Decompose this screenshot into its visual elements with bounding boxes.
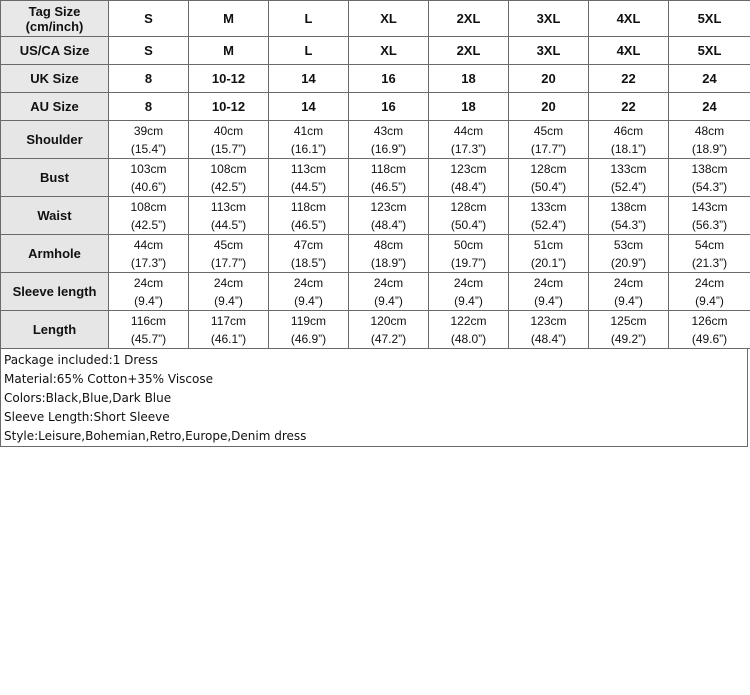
table-row [1, 197, 750, 235]
cell-cm: 54cm [694, 237, 725, 252]
table-cell [109, 235, 189, 273]
table-cell [189, 273, 269, 311]
cell-inch: (52.4”) [610, 179, 647, 194]
cell-inch: (17.3”) [130, 255, 167, 270]
row-label: Armhole [1, 235, 109, 273]
table-cell [509, 159, 589, 197]
cell-inch: (46.5”) [370, 179, 407, 194]
cell-cm: 24cm [293, 275, 324, 290]
table-row [1, 121, 750, 159]
table-cell [669, 273, 750, 311]
cell-cm: 113cm [290, 161, 327, 176]
cell-cm: 117cm [210, 313, 247, 328]
table-cell [349, 311, 429, 349]
cell-cm: 51cm [533, 237, 564, 252]
cell-inch: (9.4”) [614, 293, 643, 308]
cell-inch: (46.1”) [210, 331, 247, 346]
table-cell: 10-12 [189, 93, 269, 121]
cell-inch: (15.4”) [130, 141, 167, 156]
table-cell: 24 [669, 65, 750, 93]
cell-inch: (49.2”) [610, 331, 647, 346]
cell-inch: (48.4”) [450, 179, 487, 194]
cell-cm: 43cm [373, 123, 404, 138]
table-cell: 18 [429, 93, 509, 121]
style-info: Style:Leisure,Bohemian,Retro,Europe,Denim dress [4, 429, 307, 443]
table-cell: XL [349, 1, 429, 37]
table-cell [589, 273, 669, 311]
table-cell [589, 159, 669, 197]
cell-cm: 108cm [210, 161, 247, 176]
table-cell [109, 311, 189, 349]
table-cell: 22 [589, 65, 669, 93]
cell-cm: 24cm [213, 275, 244, 290]
cell-cm: 113cm [210, 199, 247, 214]
table-row [1, 37, 750, 65]
row-label: Tag Size (cm/inch) [1, 1, 109, 37]
cell-inch: (50.4”) [530, 179, 567, 194]
table-cell [589, 311, 669, 349]
table-row [1, 235, 750, 273]
cell-inch: (48.0”) [450, 331, 487, 346]
table-cell [189, 121, 269, 159]
table-cell: 2XL [429, 1, 509, 37]
cell-cm: 48cm [694, 123, 725, 138]
table-cell: M [189, 1, 269, 37]
cell-cm: 45cm [213, 237, 244, 252]
table-cell: XL [349, 37, 429, 65]
table-cell [509, 197, 589, 235]
table-cell [349, 197, 429, 235]
material-info: Material:65% Cotton+35% Viscose [4, 372, 214, 386]
cell-inch: (50.4”) [450, 217, 487, 232]
cell-inch: (15.7”) [210, 141, 247, 156]
cell-cm: 125cm [610, 313, 647, 328]
table-cell: 8 [109, 65, 189, 93]
package-info: Package included:1 Dress [4, 353, 158, 367]
cell-cm: 128cm [450, 199, 487, 214]
row-label: Length [1, 311, 109, 349]
table-row [1, 93, 750, 121]
cell-cm: 24cm [613, 275, 644, 290]
cell-cm: 103cm [130, 161, 167, 176]
table-cell: L [269, 37, 349, 65]
table-row [1, 65, 750, 93]
table-cell: 4XL [589, 37, 669, 65]
table-cell: 22 [589, 93, 669, 121]
table-cell [509, 273, 589, 311]
cell-cm: 118cm [370, 161, 407, 176]
table-cell [589, 235, 669, 273]
table-cell: 3XL [509, 37, 589, 65]
table-row [1, 273, 750, 311]
cell-cm: 123cm [370, 199, 407, 214]
cell-cm: 44cm [133, 237, 164, 252]
table-cell [189, 159, 269, 197]
cell-inch: (54.3”) [691, 179, 728, 194]
cell-inch: (52.4”) [530, 217, 567, 232]
product-info [0, 349, 748, 447]
cell-cm: 116cm [130, 313, 167, 328]
table-cell: S [109, 1, 189, 37]
table-cell: 10-12 [189, 65, 269, 93]
table-cell [349, 159, 429, 197]
row-label: Waist [1, 197, 109, 235]
row-label: UK Size [1, 65, 109, 93]
table-cell [669, 159, 750, 197]
table-cell [669, 197, 750, 235]
cell-cm: 138cm [691, 161, 728, 176]
table-row [1, 159, 750, 197]
cell-inch: (9.4”) [534, 293, 563, 308]
table-cell [429, 235, 509, 273]
cell-inch: (17.7”) [530, 141, 567, 156]
table-cell [509, 235, 589, 273]
cell-inch: (44.5”) [290, 179, 327, 194]
cell-cm: 128cm [530, 161, 567, 176]
cell-cm: 133cm [530, 199, 567, 214]
table-cell: 20 [509, 65, 589, 93]
table-cell [189, 197, 269, 235]
cell-cm: 40cm [213, 123, 244, 138]
table-cell [269, 311, 349, 349]
cell-inch: (42.5”) [130, 217, 167, 232]
table-cell: 18 [429, 65, 509, 93]
cell-cm: 45cm [533, 123, 564, 138]
size-table-body [1, 1, 750, 349]
cell-inch: (9.4”) [695, 293, 724, 308]
cell-cm: 143cm [691, 199, 728, 214]
cell-inch: (46.5”) [290, 217, 327, 232]
cell-cm: 118cm [290, 199, 327, 214]
cell-cm: 46cm [613, 123, 644, 138]
cell-cm: 24cm [453, 275, 484, 290]
cell-cm: 119cm [290, 313, 327, 328]
sleeve-info: Sleeve Length:Short Sleeve [4, 410, 170, 424]
cell-inch: (16.9”) [370, 141, 407, 156]
cell-inch: (17.7”) [210, 255, 247, 270]
table-cell [269, 273, 349, 311]
table-cell [269, 197, 349, 235]
table-cell [429, 197, 509, 235]
table-cell [429, 311, 509, 349]
table-cell [589, 121, 669, 159]
table-cell [669, 311, 750, 349]
table-cell: 3XL [509, 1, 589, 37]
cell-cm: 133cm [610, 161, 647, 176]
cell-cm: 123cm [450, 161, 487, 176]
cell-cm: 41cm [293, 123, 324, 138]
cell-inch: (20.9”) [610, 255, 647, 270]
table-cell [669, 235, 750, 273]
table-row [1, 311, 750, 349]
table-cell [349, 235, 429, 273]
table-cell: 24 [669, 93, 750, 121]
cell-cm: 50cm [453, 237, 484, 252]
table-cell [109, 197, 189, 235]
cell-cm: 123cm [530, 313, 567, 328]
table-cell [429, 159, 509, 197]
cell-inch: (42.5”) [210, 179, 247, 194]
cell-cm: 122cm [450, 313, 487, 328]
cell-inch: (48.4”) [370, 217, 407, 232]
table-cell [269, 159, 349, 197]
cell-inch: (56.3”) [691, 217, 728, 232]
cell-inch: (18.9”) [370, 255, 407, 270]
table-cell: S [109, 37, 189, 65]
table-cell: 14 [269, 65, 349, 93]
cell-inch: (54.3”) [610, 217, 647, 232]
cell-inch: (21.3”) [691, 255, 728, 270]
cell-inch: (40.6”) [130, 179, 167, 194]
table-cell: 5XL [669, 1, 750, 37]
row-label: US/CA Size [1, 37, 109, 65]
table-cell [509, 121, 589, 159]
cell-inch: (49.6”) [691, 331, 728, 346]
table-cell: 14 [269, 93, 349, 121]
table-cell [509, 311, 589, 349]
cell-cm: 48cm [373, 237, 404, 252]
table-cell: 4XL [589, 1, 669, 37]
table-cell [189, 311, 269, 349]
row-label: Sleeve length [1, 273, 109, 311]
cell-cm: 24cm [133, 275, 164, 290]
table-cell [269, 121, 349, 159]
cell-cm: 108cm [130, 199, 167, 214]
cell-cm: 24cm [533, 275, 564, 290]
table-cell [429, 273, 509, 311]
table-cell [109, 159, 189, 197]
cell-inch: (48.4”) [530, 331, 567, 346]
table-cell [589, 197, 669, 235]
cell-inch: (46.9”) [290, 331, 327, 346]
table-cell: 5XL [669, 37, 750, 65]
cell-inch: (47.2”) [370, 331, 407, 346]
cell-inch: (16.1”) [290, 141, 327, 156]
cell-inch: (18.9”) [691, 141, 728, 156]
cell-cm: 120cm [370, 313, 407, 328]
table-cell: L [269, 1, 349, 37]
cell-inch: (9.4”) [134, 293, 163, 308]
table-cell: 8 [109, 93, 189, 121]
table-cell [269, 235, 349, 273]
cell-inch: (18.1”) [610, 141, 647, 156]
cell-inch: (19.7”) [450, 255, 487, 270]
cell-cm: 47cm [293, 237, 324, 252]
table-cell [669, 121, 750, 159]
row-label: AU Size [1, 93, 109, 121]
colors-info: Colors:Black,Blue,Dark Blue [4, 391, 172, 405]
table-cell: M [189, 37, 269, 65]
table-cell [189, 235, 269, 273]
table-cell: 20 [509, 93, 589, 121]
table-cell [429, 121, 509, 159]
cell-cm: 44cm [453, 123, 484, 138]
table-cell [109, 273, 189, 311]
cell-inch: (20.1”) [530, 255, 567, 270]
table-cell [349, 121, 429, 159]
table-cell: 16 [349, 93, 429, 121]
cell-cm: 53cm [613, 237, 644, 252]
cell-inch: (44.5”) [210, 217, 247, 232]
cell-inch: (18.5”) [290, 255, 327, 270]
cell-inch: (9.4”) [214, 293, 243, 308]
cell-cm: 39cm [133, 123, 164, 138]
row-label: Shoulder [1, 121, 109, 159]
cell-cm: 126cm [691, 313, 728, 328]
cell-cm: 138cm [610, 199, 647, 214]
cell-inch: (9.4”) [374, 293, 403, 308]
table-cell [109, 121, 189, 159]
cell-inch: (9.4”) [294, 293, 323, 308]
cell-inch: (17.3”) [450, 141, 487, 156]
cell-cm: 24cm [694, 275, 725, 290]
cell-inch: (9.4”) [454, 293, 483, 308]
table-cell: 2XL [429, 37, 509, 65]
row-label: Bust [1, 159, 109, 197]
cell-cm: 24cm [373, 275, 404, 290]
table-cell [349, 273, 429, 311]
table-row [1, 1, 750, 37]
table-cell: 16 [349, 65, 429, 93]
cell-inch: (45.7”) [130, 331, 167, 346]
